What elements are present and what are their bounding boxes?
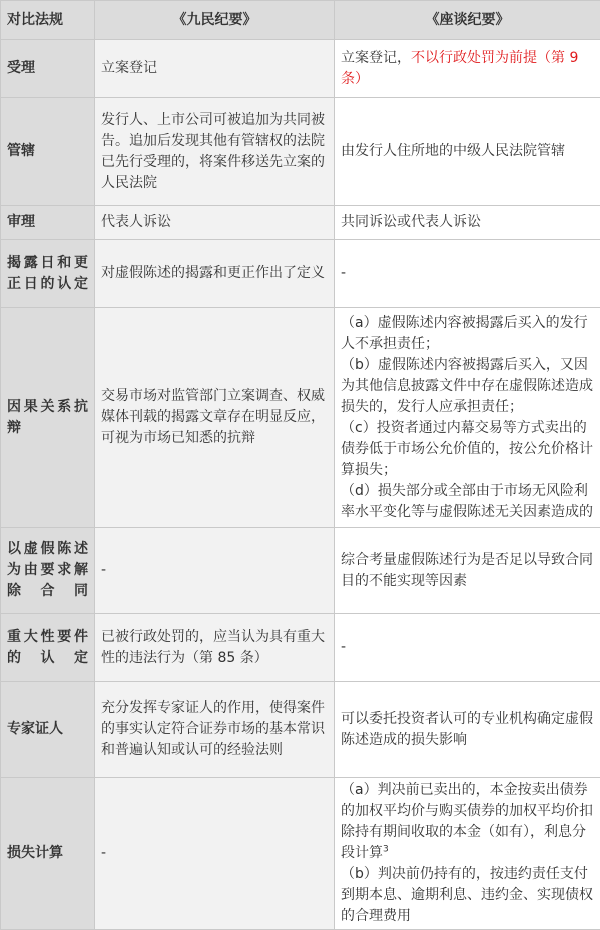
zuotan-item-c: （c）投资者通过内幕交易等方式卖出的债券低于市场公允价值的，按公允价格计算损失； <box>341 418 594 481</box>
row-label: 因果关系抗辩 <box>1 308 95 528</box>
zuotan-item-a <box>341 780 594 864</box>
jiumin-cell: 发行人、上市公司可被追加为共同被告。追加后发现其他有管辖权的法院已先行受理的，将案件移送先立案的人民法院 <box>95 98 335 206</box>
row-label: 审理 <box>1 206 95 240</box>
zuotan-cell: 可以委托投资者认可的专业机构确定虚假陈述造成的损失影响 <box>335 682 600 778</box>
row-label: 受理 <box>1 40 95 98</box>
zuotan-item-a: （a）虚假陈述内容被揭露后买入的发行人不承担责任； <box>341 313 594 355</box>
zuotan-cell: 由发行人住所地的中级人民法院管辖 <box>335 98 600 206</box>
jiumin-cell: 代表人诉讼 <box>95 206 335 240</box>
footnote-marker: 3 <box>383 844 389 854</box>
zuotan-item-b: （b）虚假陈述内容被揭露后买入，又因为其他信息披露文件中存在虚假陈述造成损失的，发行人应承担责任； <box>341 355 594 418</box>
table-row <box>1 240 600 308</box>
row-label: 损失计算 <box>1 778 95 930</box>
zuotan-highlight: 不以行政处罚为前提（第 9 条） <box>341 50 578 87</box>
table-row <box>1 682 600 778</box>
table-row <box>1 40 600 98</box>
row-label: 揭露日和更正日的认定 <box>1 240 95 308</box>
jiumin-cell: 交易市场对监管部门立案调查、权威媒体刊载的揭露文章存在明显反应，可视为市场已知悉的抗辩 <box>95 308 335 528</box>
header-zuotan-jiyao: 《座谈纪要》 <box>335 1 600 40</box>
row-label: 管辖 <box>1 98 95 206</box>
zuotan-cell <box>335 308 600 528</box>
row-label: 重大性要件的认定 <box>1 614 95 682</box>
jiumin-cell: 充分发挥专家证人的作用，使得案件的事实认定符合证券市场的基本常识和普遍认知或认可的经验法则 <box>95 682 335 778</box>
zuotan-cell: - <box>335 614 600 682</box>
table-row <box>1 528 600 614</box>
jiumin-cell: 立案登记 <box>95 40 335 98</box>
zuotan-cell: 共同诉讼或代表人诉讼 <box>335 206 600 240</box>
jiumin-cell: - <box>95 528 335 614</box>
zuotan-item-d: （d）损失部分或全部由于市场无风险利率水平变化等与虚假陈述无关因素造成的 <box>341 481 594 523</box>
header-row <box>1 1 600 40</box>
table-row <box>1 614 600 682</box>
table-row <box>1 308 600 528</box>
jiumin-cell: - <box>95 778 335 930</box>
zuotan-cell: - <box>335 240 600 308</box>
zuotan-item-b: （b）判决前仍持有的，按违约责任支付到期本息、逾期利息、违约金、实现债权的合理费用 <box>341 864 594 927</box>
zuotan-cell <box>335 40 600 98</box>
header-jiumin-jiyao: 《九民纪要》 <box>95 1 335 40</box>
table-row <box>1 98 600 206</box>
row-label: 以虚假陈述为由要求解除合同 <box>1 528 95 614</box>
jiumin-cell: 对虚假陈述的揭露和更正作出了定义 <box>95 240 335 308</box>
zuotan-cell <box>335 778 600 930</box>
zuotan-cell: 综合考量虚假陈述行为是否足以导致合同目的不能实现等因素 <box>335 528 600 614</box>
header-compare-law: 对比法规 <box>1 1 95 40</box>
row-label: 专家证人 <box>1 682 95 778</box>
zuotan-item-a-text: （a）判决前已卖出的，本金按卖出债券的加权平均价与购买债券的加权平均价扣除持有期间收取的本金（如有），利息分段计算 <box>341 782 593 861</box>
table-row <box>1 778 600 930</box>
table-row <box>1 206 600 240</box>
zuotan-text: 立案登记， <box>341 50 411 66</box>
jiumin-cell: 已被行政处罚的，应当认为具有重大性的违法行为（第 85 条） <box>95 614 335 682</box>
